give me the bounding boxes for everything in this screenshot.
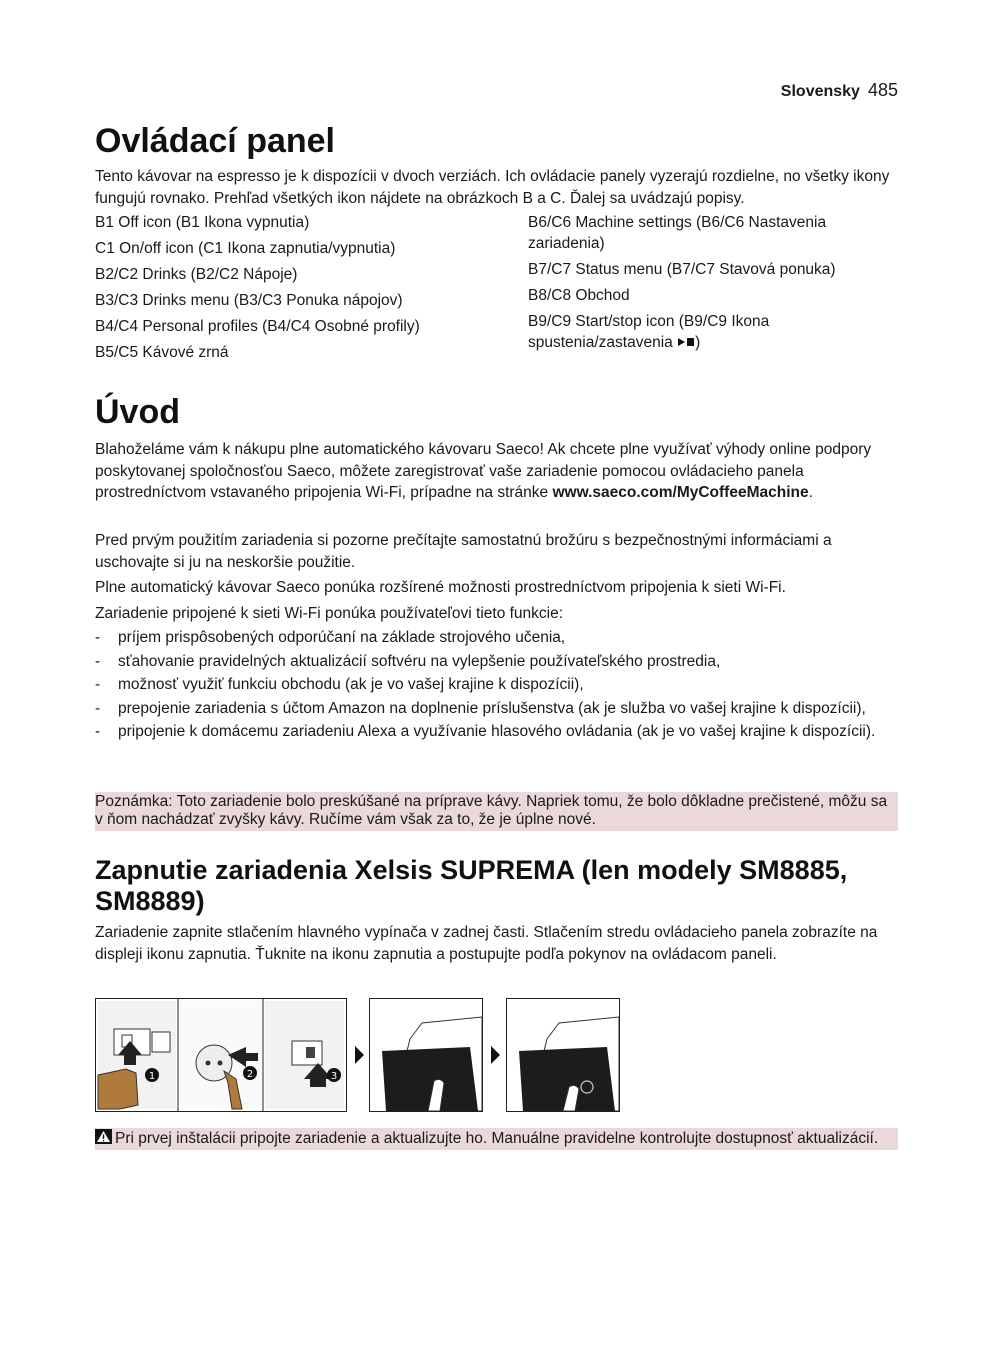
intro-paragraph-2: Pred prvým použitím zariadenia si pozorne prečítajte samostatnú brožúru s bezpečnostnými informáciami a uschovajte si ju na neskoršie použitie. [95,532,832,571]
warning-icon [95,1129,112,1144]
list-item: C1 On/off icon (C1 Ikona zapnutia/vypnutia) [95,240,396,257]
start-stop-icon [677,334,695,351]
control-panel-intro: Tento kávovar na espresso je k dispozícii v dvoch verziách. Ich ovládacie panely vyzerajú rozdielne, no všetky ikony fungujú rovnako. Prehľad všetkých ikon nájdete na obrázkoch B a C. Ďalej sa uvádzajú popisy. [95,168,890,207]
section-title-control-panel: Ovládací panel [95,122,335,160]
list-item: - príjem prispôsobených odporúčaní na základe strojového učenia, [95,629,566,646]
list-item: - sťahovanie pravidelných aktualizácií softvéru na vylepšenie používateľského prostredia, [95,652,721,670]
list-item-start-stop: B9/C9 Start/stop icon (B9/C9 Ikona spustenia/zastavenia ) [528,313,770,351]
svg-text:3: 3 [330,1071,338,1082]
svg-text:2: 2 [246,1069,254,1080]
list-item: B7/C7 Status menu (B7/C7 Stavová ponuka) [528,261,836,278]
power-steps-panel [95,998,347,1112]
intro-paragraph-1: Blahoželáme vám k nákupu plne automatického kávovaru Saeco! Ak chcete plne využívať výhody online podpory poskytovanej spoločnosťou Saeco, môžete zaregistrovať vaše zariadenie pomocou ovládacieho panela prostredníctvom vstavaného pripojenia Wi-Fi, prípadne na stránke www.saeco.com/MyCoffeeMachine. [95,441,872,501]
intro-paragraph-3: Plne automatický kávovar Saeco ponúka rozšírené možnosti prostredníctvom pripojenia k sieti Wi-Fi. [95,579,786,596]
list-item: B4/C4 Personal profiles (B4/C4 Osobné profily) [95,318,420,335]
power-icon-tap-image [506,998,620,1112]
list-item: B8/C8 Obchod [528,287,630,304]
feature-list [95,627,900,745]
list-item: B1 Off icon (B1 Ikona vypnutia) [95,214,310,231]
next-step-arrow [491,1046,500,1064]
intro-paragraph-4: Zariadenie pripojené k sieti Wi-Fi ponúka používateľovi tieto funkcie: [95,605,564,622]
page-number: 485 [867,80,898,100]
control-panel-press-image [369,998,483,1112]
section-title-intro: Úvod [95,393,180,431]
svg-text:1: 1 [148,1071,156,1082]
list-item: - prepojenie zariadenia s účtom Amazon na doplnenie príslušenstva (ak je služba vo vašej krajine k dispozícii), [95,699,866,717]
list-item: B5/C5 Kávové zrná [95,344,229,361]
icon-list-left [95,212,515,368]
page-header [781,80,898,101]
list-item: - pripojenie k domácemu zariadeniu Alexa a využívanie hlasového ovládania (ak je vo vašej krajine k dispozícii). [95,723,876,740]
list-item: B3/C3 Drinks menu (B3/C3 Ponuka nápojov) [95,292,403,309]
next-step-arrow [355,1046,364,1064]
list-item: - možnosť využiť funkciu obchodu (ak je vo vašej krajine k dispozícii), [95,676,584,693]
list-item: B2/C2 Drinks (B2/C2 Nápoje) [95,266,298,283]
note-box: Poznámka: Toto zariadenie bolo preskúšané na príprave kávy. Napriek tomu, že bolo dôkladne prečistené, môžu sa v ňom nachádzať zvyšky kávy. Ručíme vám však za to, že je úplne nové. [95,792,898,831]
website-link[interactable]: www.saeco.com/MyCoffeeMachine [552,484,809,501]
section-title-power-on: Zapnutie zariadenia Xelsis SUPREMA (len modely SM8885, SM8889) [95,855,848,916]
warning-box: Pri prvej inštalácii pripojte zariadenie a aktualizujte ho. Manuálne pravidelne kontrolujte dostupnosť aktualizácií. [95,1128,898,1150]
language-label: Slovensky [780,83,860,100]
power-on-paragraph: Zariadenie zapnite stlačením hlavného vypínača v zadnej časti. Stlačením stredu ovládacieho panela zobrazíte na displeji ikonu zapnutia. Ťuknite na ikonu zapnutia a postupujte podľa pokynov na ovládacom paneli. [95,924,878,963]
list-item: B6/C6 Machine settings (B6/C6 Nastavenia zariadenia) [528,214,827,252]
icon-list-right [528,212,888,358]
